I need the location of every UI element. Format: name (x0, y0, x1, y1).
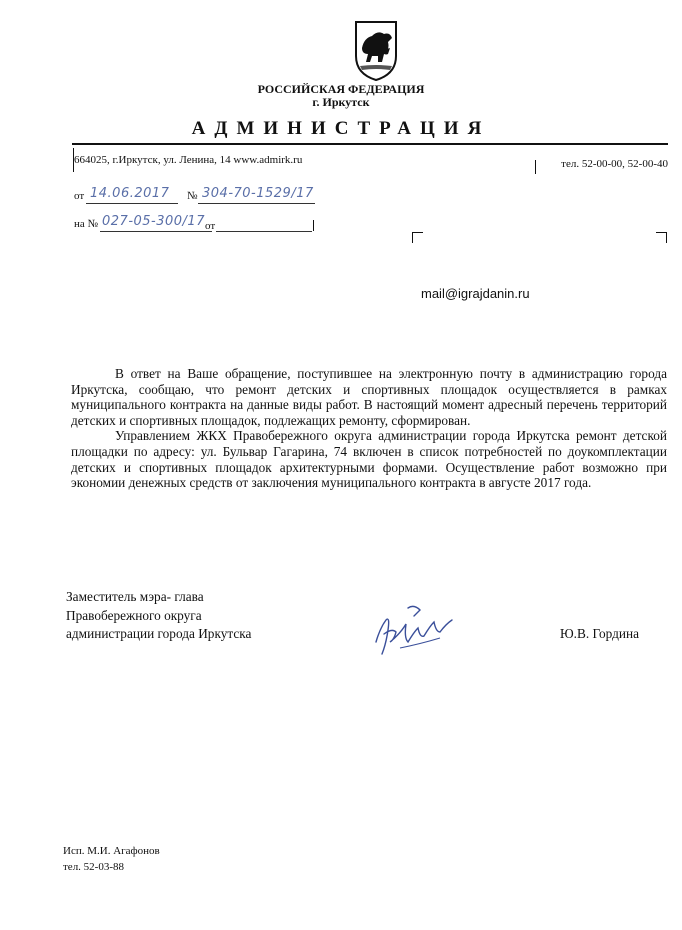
registration-date: 14.06.2017 (90, 186, 170, 201)
reply-underline (100, 231, 212, 232)
date-underline (86, 203, 178, 204)
city-name: г. Иркутск (312, 95, 370, 109)
number-underline (198, 203, 315, 204)
header-rule (72, 143, 668, 145)
reply-from-label: от (205, 220, 216, 232)
addressee-corner-right (656, 232, 667, 243)
executor-name: Исп. М.И. Агафонов (63, 845, 160, 857)
executor-info (63, 843, 160, 875)
signatory-title (66, 588, 251, 644)
phone-line: тел. 52-00-00, 52-00-40 (561, 158, 668, 170)
body-paragraph: В ответ на Ваше обращение, поступившее на электронную почту в администрацию города Иркутска, сообщаю, что ремонт детских и спортивных площадок осуществляется в рамках муниципального контракта на данные виды работ. В настоящий момент адресный перечень территорий детских и спортивных площадок, подлежащих ремонту, сформирован. (71, 366, 667, 428)
letter-body (71, 366, 667, 491)
registration-number: 304-70-1529/17 (202, 186, 314, 201)
body-paragraph: Управлением ЖКХ Правобережного округа администрации города Иркутска ремонт детской площадки по адресу: ул. Бульвар Гагарина, 74 включен в список потребностей по доукомплектации детских и спортивных площадок архитектурными формами. Осуществление работ возможно при экономии денежных средств от заключения муниципального контракта в августе 2017 года. (71, 428, 667, 491)
reply-end-tick (313, 220, 314, 231)
signature-icon (370, 598, 462, 660)
reply-date-underline (216, 231, 312, 232)
signatory-title-line: Заместитель мэра- глава (66, 589, 204, 604)
signatory-title-line: администрации города Иркутска (66, 626, 252, 641)
executor-phone: тел. 52-03-88 (63, 861, 125, 873)
country-name: РОССИЙСКАЯ ФЕДЕРАЦИЯ (257, 82, 425, 96)
address-line: 664025, г.Иркутск, ул. Ленина, 14 www.admirk.ru (74, 154, 303, 166)
reply-label: на № (74, 218, 99, 230)
reply-number: 027-05-300/17 (102, 214, 205, 229)
signatory-title-line: Правобережного округа (66, 607, 202, 623)
from-label: от (74, 190, 85, 202)
addressee-corner-left (412, 232, 423, 243)
number-label: № (187, 190, 198, 202)
recipient-email: mail@igrajdanin.ru (421, 286, 530, 301)
right-divider (535, 160, 536, 174)
signatory-name: Ю.В. Гордина (560, 626, 640, 641)
coat-of-arms-icon (352, 20, 400, 82)
organization-title: АДМИНИСТРАЦИЯ (191, 118, 491, 139)
